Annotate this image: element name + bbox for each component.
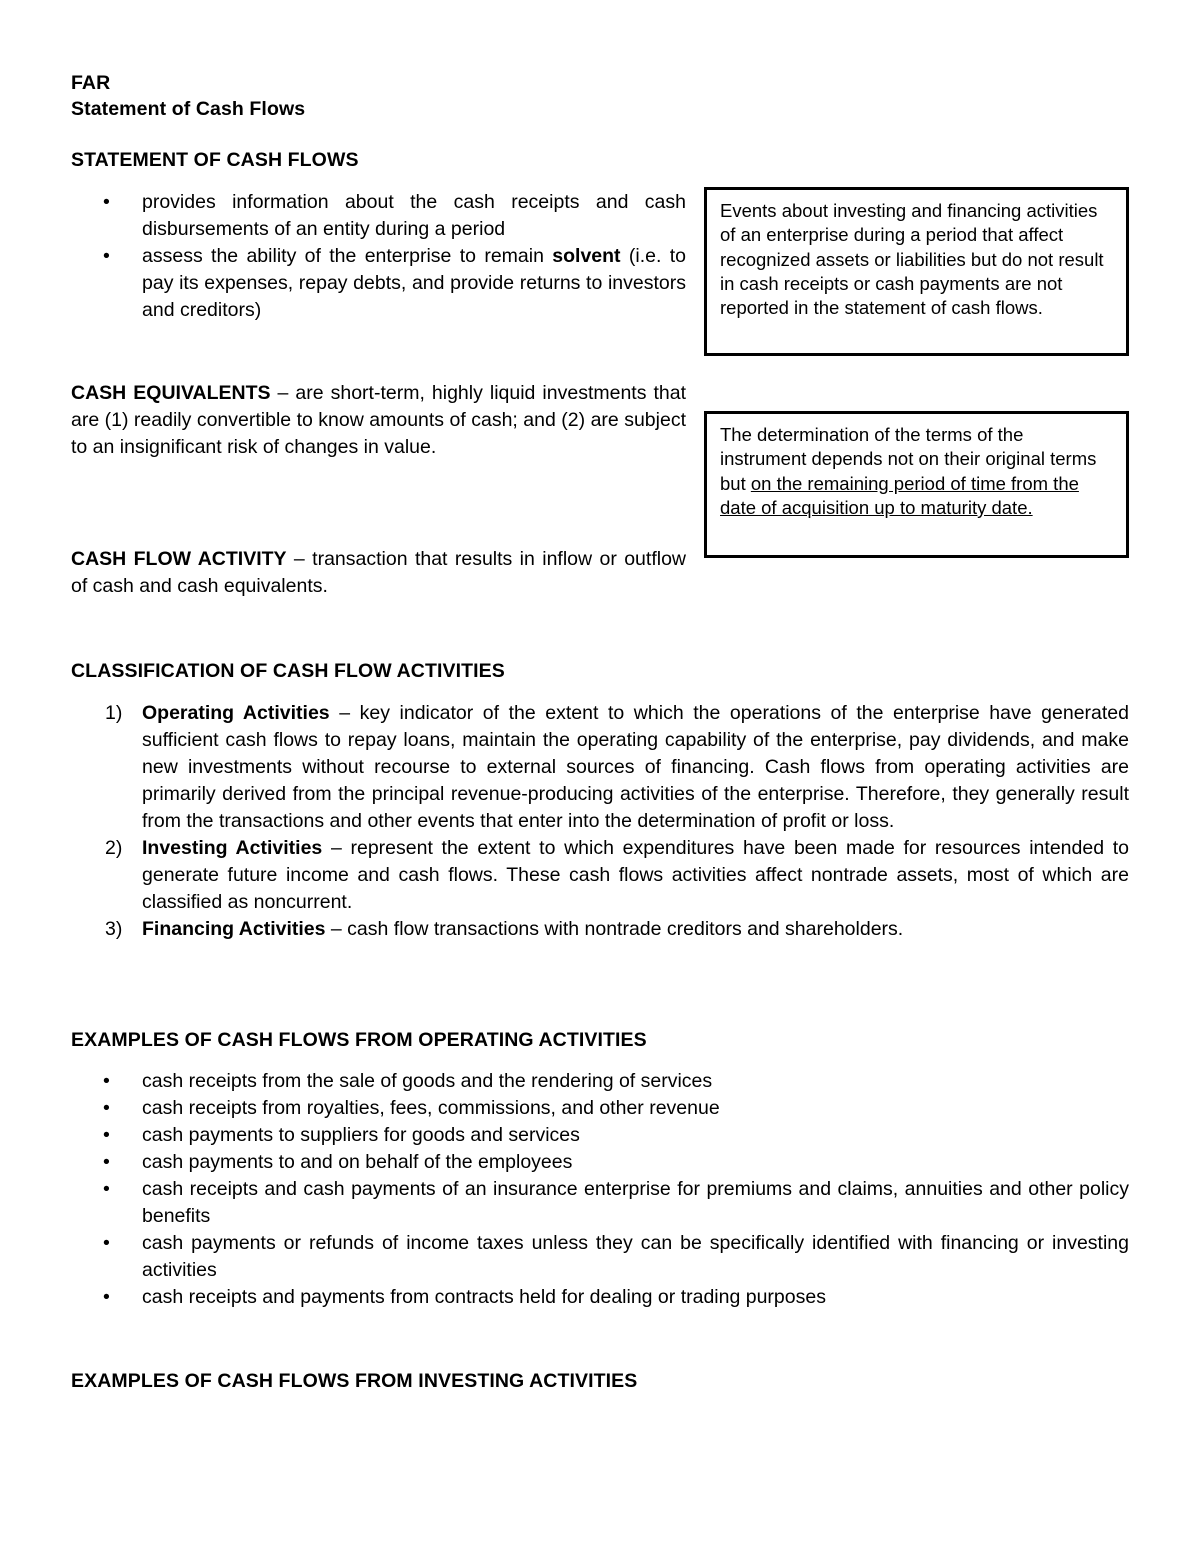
list-item: • cash receipts and cash payments of an insurance enterprise for premiums and claims, annuities and other policy benefits [103,1178,1129,1227]
list-item: 2) Investing Activities – represent the extent to which expenditures have been made for resources intended to generate future income and cash flows. These cash flows activities affect nontrade assets, most of which are classified as noncurrent. [105,837,1129,913]
item-number: 1) [105,702,123,724]
list-item: • cash payments or refunds of income taxes unless they can be specifically identified with financing or investing activities [103,1232,1129,1281]
cash-flow-activity-term: CASH FLOW ACTIVITY [71,548,287,570]
operating-activities-term: Operating Activities [142,702,330,724]
note-box-instrument-terms: The determination of the terms of the instrument depends not on their original terms but on the remaining period of time from the date of acquisition up to maturity date. [704,411,1129,558]
bullet-icon: • [103,1178,110,1200]
financing-activities-term: Financing Activities [142,918,326,940]
statement-bullet-list [71,189,686,324]
investing-activities-term: Investing Activities [142,837,323,859]
solvent-term: solvent [552,245,621,267]
bullet-icon: • [103,245,110,267]
bullet-icon: • [103,1070,110,1092]
bullet-icon: • [103,191,110,213]
section-heading-investing-examples: EXAMPLES OF CASH FLOWS FROM INVESTING ACTIVITIES [71,1370,638,1392]
cash-equivalents-definition: CASH EQUIVALENTS – are short-term, highly liquid investments that are (1) readily convertible to know amounts of cash; and (2) are subject to an insignificant risk of changes in value. [71,382,687,458]
list-item: 3) Financing Activities – cash flow transactions with nontrade creditors and shareholders. [71,916,1129,943]
item-number: 3) [105,918,123,940]
list-item: • cash payments to suppliers for goods and services [71,1122,1129,1149]
item-number: 2) [105,837,123,859]
list-item: • cash receipts from royalties, fees, commissions, and other revenue [71,1095,1129,1122]
bullet-icon: • [103,1124,110,1146]
bullet-icon: • [103,1286,110,1308]
section-heading-statement: STATEMENT OF CASH FLOWS [71,149,359,171]
list-item: • cash payments to and on behalf of the employees [71,1149,1129,1176]
note-box-noncash-events: Events about investing and financing activities of an enterprise during a period that affect recognized assets or liabilities but do not result in cash receipts or cash payments are not reported in the statement of cash flows. [704,187,1129,356]
underlined-text: on the remaining period of time from the date of acquisition up to maturity date. [720,472,1079,518]
cash-equivalents-term: CASH EQUIVALENTS [71,382,271,404]
list-item: 1) Operating Activities – key indicator of the extent to which the operations of the enterprise have generated sufficient cash flows to repay loans, maintain the operating capability of the enterprise, pay dividends, and make new investments without recourse to external sources of financing. Cash flows from operating activities are primarily derived from the principal revenue-producing activities of the enterprise. Therefore, they generally result from the transactions and other events that enter into the determination of profit or loss. [105,702,1129,832]
bullet-icon: • [103,1097,110,1119]
operating-examples-list [71,1068,1129,1311]
list-item: • assess the ability of the enterprise to remain solvent (i.e. to pay its expenses, repay debts, and provide returns to investors and creditors) [103,245,686,321]
list-item: • cash receipts and payments from contracts held for dealing or trading purposes [71,1284,1129,1311]
bullet-icon: • [103,1232,110,1254]
document-subtitle: Statement of Cash Flows [71,98,306,120]
bullet-icon: • [103,1151,110,1173]
list-item: • provides information about the cash receipts and cash disbursements of an entity during a period [103,191,686,240]
course-title: FAR [71,72,111,94]
cash-flow-activity-definition: CASH FLOW ACTIVITY – transaction that results in inflow or outflow of cash and cash equivalents. [71,548,686,597]
section-heading-operating-examples: EXAMPLES OF CASH FLOWS FROM OPERATING ACTIVITIES [71,1029,647,1051]
classification-list [71,700,1129,943]
list-item: • cash receipts from the sale of goods and the rendering of services [71,1068,1129,1095]
section-heading-classification: CLASSIFICATION OF CASH FLOW ACTIVITIES [71,660,505,682]
